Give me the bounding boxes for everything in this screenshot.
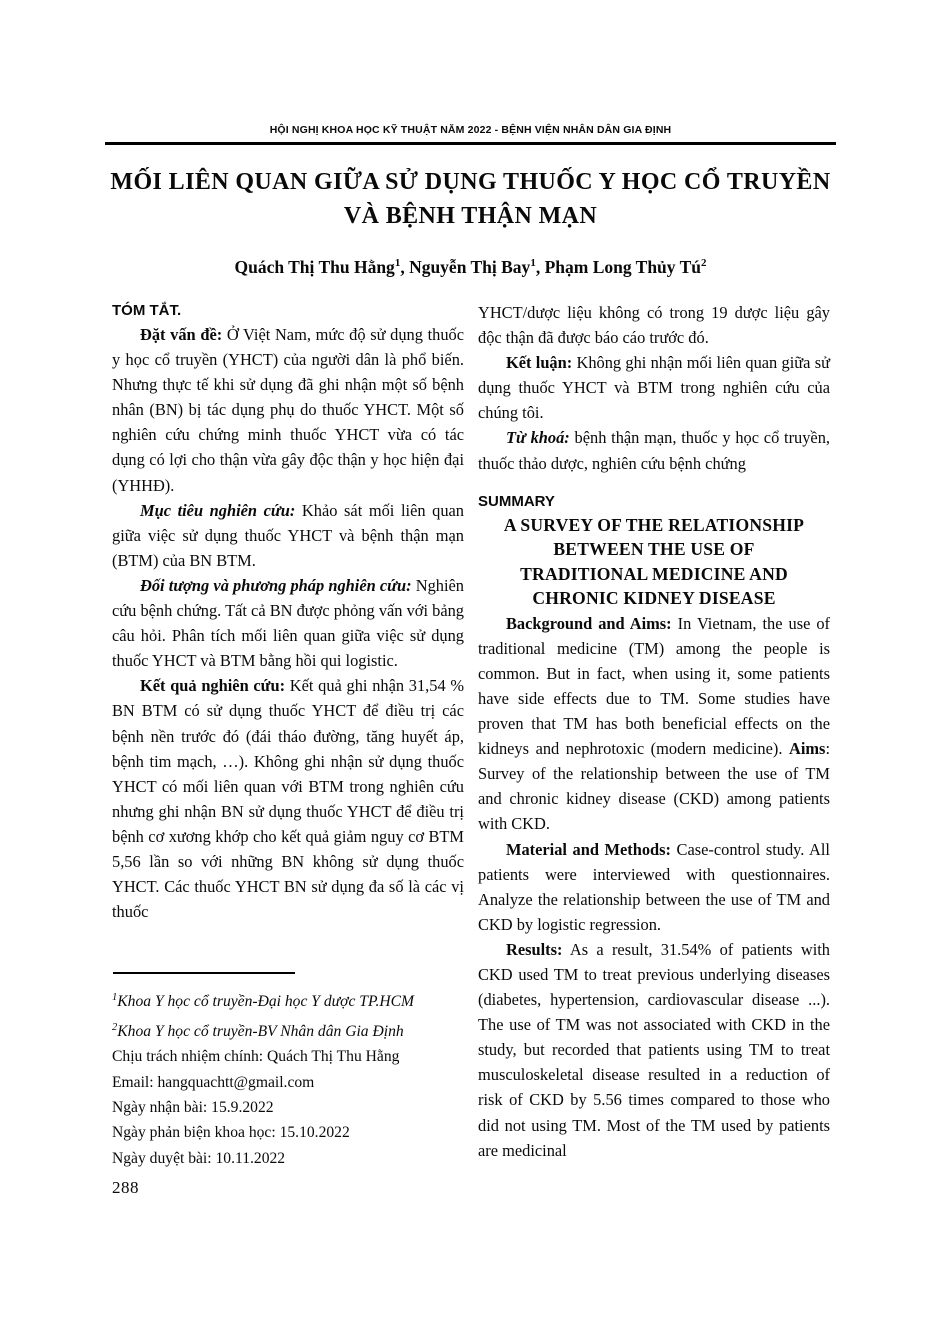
abstract-vi-paragraph-keywords xyxy=(478,425,830,475)
affiliation-2-text: Khoa Y học cổ truyền-BV Nhân dân Gia Định xyxy=(117,1022,404,1040)
author-2-affiliation-marker: 1 xyxy=(530,257,536,269)
footnote-divider-rule xyxy=(113,972,295,974)
abstract-vi-paragraph-results xyxy=(112,673,464,924)
footnote-affiliation-1 xyxy=(112,985,472,1015)
affiliation-2-marker: 2 xyxy=(112,1021,118,1033)
title-line-2: VÀ BỆNH THẬN MẠN xyxy=(343,203,598,229)
text-background: In Vietnam, the use of traditional medicine (TM) among the people is common. But in fact, when using it, some patients have side effects due to TM. Some studies have proven that TM has both beneficial effects on the kidneys and nephrotoxic (modern medicine). xyxy=(478,613,830,759)
author-2-name: Nguyễn Thị Bay xyxy=(409,256,531,277)
left-column xyxy=(112,300,464,924)
label-ket-luan: Kết luận: xyxy=(506,353,573,373)
author-1-name: Quách Thị Thu Hằng xyxy=(234,256,395,277)
spacer-before-summary xyxy=(478,476,830,491)
footnote-affiliation-2 xyxy=(112,1015,472,1045)
label-results: Results: xyxy=(506,939,563,959)
abstract-en-heading: SUMMARY xyxy=(478,492,555,510)
label-tu-khoa: Từ khoá: xyxy=(506,428,570,448)
page-title xyxy=(105,165,836,233)
abstract-vi-paragraph-objective xyxy=(112,498,464,573)
affiliation-1-text: Khoa Y học cổ truyền-Đại học Y dược TP.HCM xyxy=(117,993,415,1011)
author-separator-1: , xyxy=(400,256,410,277)
affiliation-1-marker: 1 xyxy=(112,992,118,1003)
author-3-affiliation-marker: 2 xyxy=(701,257,707,269)
english-title-line-4: CHRONIC KIDNEY DISEASE xyxy=(532,588,776,609)
english-title-line-2: BETWEEN THE USE OF xyxy=(553,539,755,560)
label-aims: Aims xyxy=(789,739,826,759)
footnote-received-date: Ngày nhận bài: 15.9.2022 xyxy=(112,1099,274,1116)
abstract-vi-paragraph-problem xyxy=(112,322,464,498)
label-dat-van-de: Đặt vấn đề: xyxy=(140,325,223,344)
page-number: 288 xyxy=(112,1178,139,1197)
abstract-vi-paragraph-conclusion xyxy=(478,350,830,425)
author-separator-2: , xyxy=(535,256,545,277)
label-background-and-aims: Background and Aims: xyxy=(506,613,672,633)
footnote-email: Email: hangquachtt@gmail.com xyxy=(112,1073,315,1091)
footnote-block xyxy=(112,985,472,1171)
authors-line xyxy=(105,251,836,279)
right-column xyxy=(478,300,830,1163)
abstract-vi-results-continued: YHCT/dược liệu không có trong 19 dược liệu gây độc thận đã được báo cáo trước đó. xyxy=(478,303,830,348)
text-ket-qua: Kết quả ghi nhận 31,54 % BN BTM có sử dụng thuốc YHCT để điều trị các bệnh nền trước đó (đái tháo đường, tăng huyết áp, bệnh tim mạch, …). Không ghi nhận sử dụng thuốc YHCT có mối liên quan với BTM trong nghiên cứu nhưng ghi nhận BN sử dụng thuốc YHCT để điều trị bệnh cơ xương khớp cho kết quả giảm nguy cơ BTM 5,56 lần so với những BN không sử dụng thuốc YHCT. Các thuốc YHCT BN sử dụng đa số là các vị thuốc xyxy=(112,676,464,922)
abstract-vi-paragraph-methods xyxy=(112,573,464,673)
label-doi-tuong-phuong-phap: Đối tượng và phương pháp nghiên cứu: xyxy=(140,575,412,595)
abstract-en-paragraph-methods xyxy=(478,837,830,937)
label-muc-tieu: Mục tiêu nghiên cứu: xyxy=(140,500,296,520)
header-divider-rule xyxy=(105,142,836,145)
abstract-vi-heading: TÓM TẮT. xyxy=(112,302,182,319)
english-title-line-1: A SURVEY OF THE RELATIONSHIP xyxy=(503,514,805,535)
label-ket-qua: Kết quả nghiên cứu: xyxy=(140,676,286,696)
label-material-and-methods: Material and Methods: xyxy=(506,839,671,859)
author-3-name: Phạm Long Thủy Tú xyxy=(544,256,702,277)
footnote-responsible-author: Chịu trách nhiệm chính: Quách Thị Thu Hằng xyxy=(112,1048,400,1066)
text-dat-van-de: Ở Việt Nam, mức độ sử dụng thuốc y học cổ truyền (YHCT) của người dân là phổ biến. Nhưng thực tế khi sử dụng đã ghi nhận một số bệnh nhân (BN) bị tác dụng phụ do thuốc YHCT. Một số nghiên cứu chứng minh thuốc YHCT vừa có tác dụng có lợi cho thận vừa gây độc thận y học hiện đại (YHHĐ). xyxy=(112,325,464,495)
text-material-and-methods: Case-control study. All patients were interviewed with questionnaires. Analyze the relationship between the use of TM and CKD by logistic regression. xyxy=(478,839,830,934)
title-line-1: MỐI LIÊN QUAN GIỮA SỬ DỤNG THUỐC Y HỌC CỔ TRUYỀN xyxy=(110,169,831,195)
abstract-en-paragraph-results xyxy=(478,937,830,1163)
footnote-accepted-date: Ngày duyệt bài: 10.11.2022 xyxy=(112,1149,286,1167)
text-ket-luan: Không ghi nhận mối liên quan giữa sử dụng thuốc YHCT và BTM trong nghiên cứu của chúng tôi. xyxy=(478,353,830,423)
running-head: HỘI NGHỊ KHOA HỌC KỸ THUẬT NĂM 2022 - BỆNH VIỆN NHÂN DÂN GIA ĐỊNH xyxy=(269,124,672,136)
footnote-review-date: Ngày phản biện khoa học: 15.10.2022 xyxy=(112,1124,350,1142)
text-muc-tieu: Khảo sát mối liên quan giữa việc sử dụng thuốc YHCT và bệnh thận mạn (BTM) của BN BTM. xyxy=(112,500,465,570)
text-results: As a result, 31.54% of patients with CKD used TM to treat previous underlying diseases (diabetes, hypertension, cardiovascular disease ...). The use of TM was not associated with CKD in the study, but recorded that patients using TM to treat musculoskeletal disease resulted in a reduction of risk of CKD by 5.56 times compared to those who did not using TM. Most of the TM used by patients are medicinal xyxy=(478,939,830,1160)
text-doi-tuong-phuong-phap: Nghiên cứu bệnh chứng. Tất cả BN được phỏng vấn với bảng câu hỏi. Phân tích mối liên quan giữa việc sử dụng thuốc YHCT và BTM bằng hồi qui logistic. xyxy=(112,575,464,671)
text-aims: : Survey of the relationship between the use of TM and chronic kidney disease (CKD) among patients with CKD. xyxy=(478,739,830,834)
text-tu-khoa: bệnh thận mạn, thuốc y học cổ truyền, thuốc thảo dược, nghiên cứu bệnh chứng xyxy=(478,428,830,473)
abstract-en-paragraph-background xyxy=(478,611,830,837)
english-title-line-3: TRADITIONAL MEDICINE AND xyxy=(520,563,788,584)
author-1-affiliation-marker: 1 xyxy=(394,257,401,269)
